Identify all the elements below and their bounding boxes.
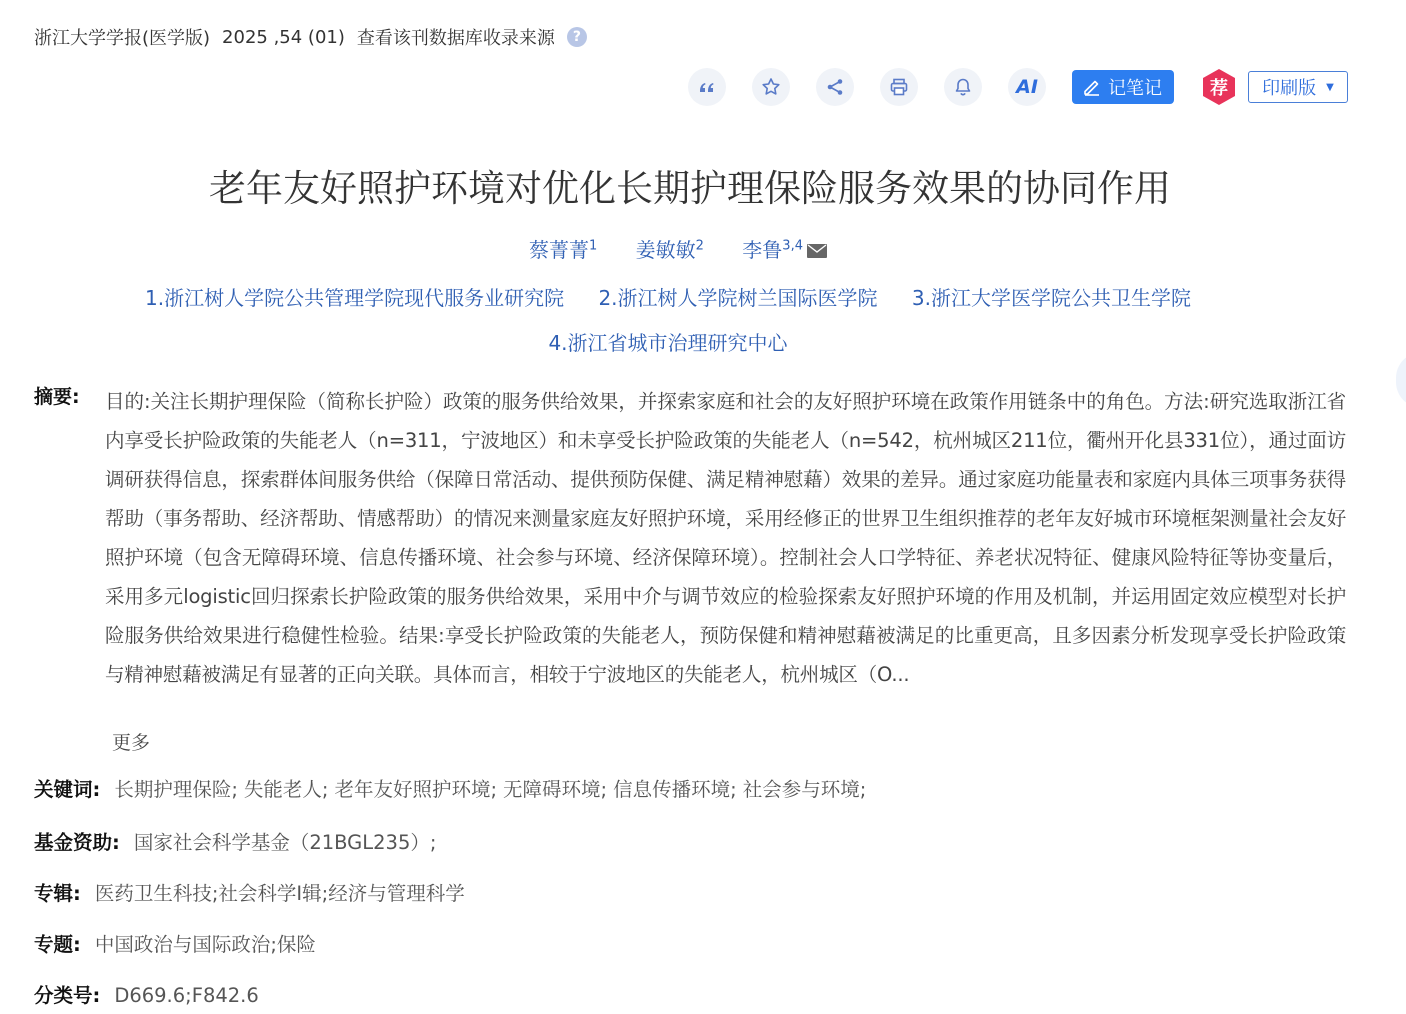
keywords-row: [34, 774, 872, 802]
keyword-link[interactable]: 长期护理保险;: [114, 778, 238, 801]
pen-icon: [1082, 77, 1102, 97]
journal-name-link[interactable]: 浙江大学学报(医学版): [34, 28, 211, 49]
fund-label: 基金资助:: [34, 831, 120, 854]
print-icon: [889, 77, 909, 97]
bell-icon: [953, 77, 973, 97]
star-icon: [761, 77, 781, 97]
quote-icon: [697, 77, 717, 97]
side-panel-tab[interactable]: [1396, 352, 1406, 408]
album-label: 专辑:: [34, 882, 81, 905]
abstract-text: 目的:关注长期护理保险（简称长护险）政策的服务供给效果，并探索家庭和社会的友好照护环境在政策作用链条中的角色。方法:研究选取浙江省内享受长护险政策的失能老人（n=311，宁波地区）和未享受长护险政策的失能老人（n=542，杭州城区211位，衢州开化县331位），通过面访调研获得信息，探索群体间服务供给（保障日常活动、提供预防保健、满足精神慰藉）效果的差异。通过家庭功能量表和家庭内具体三项事务获得帮助（事务帮助、经济帮助、情感帮助）的情况来测量家庭友好照护环境，采用经修正的世界卫生组织推荐的老年友好城市环境框架测量社会友好照护环境（包含无障碍环境、信息传播环境、社会参与环境、经济保障环境）。控制社会人口学特征、养老状况特征、健康风险特征等协变量后，采用多元logistic回归探索长护险政策的服务供给效果，采用中介与调节效应的检验探索友好照护环境的作用及机制，并运用固定效应模型对长护险服务供给效果进行稳健性检验。结果:享受长护险政策的失能老人，预防保健和精神慰藉被满足的比重更高，且多因素分析发现享受长护险政策与精神慰藉被满足有显著的正向关联。具体而言，相较于宁波地区的失能老人，杭州城区（O...: [105, 390, 1346, 686]
chevron-down-icon: ▼: [1326, 81, 1334, 93]
keyword-link[interactable]: 老年友好照护环境;: [334, 778, 498, 801]
share-button[interactable]: [816, 68, 854, 106]
db-source-link[interactable]: 查看该刊数据库收录来源: [356, 28, 555, 49]
class-label: 分类号:: [34, 984, 101, 1007]
subscribe-button[interactable]: [944, 68, 982, 106]
keyword-link[interactable]: 社会参与环境;: [742, 778, 867, 801]
abstract-section: [34, 382, 1346, 694]
recommend-button[interactable]: [1200, 68, 1238, 106]
journal-issue-link[interactable]: 2025 ,54 (01): [222, 26, 345, 48]
article-toolbar: [688, 68, 1348, 106]
fund-link[interactable]: 国家社会科学基金（21BGL235）;: [133, 831, 437, 854]
affiliation-list-2: [0, 327, 1336, 356]
affiliation-link[interactable]: 2.浙江树人学院树兰国际医学院: [598, 286, 878, 310]
topic-value: 中国政治与国际政治;保险: [94, 933, 316, 956]
class-value: D669.6;F842.6: [114, 984, 259, 1007]
quote-button[interactable]: [688, 68, 726, 106]
author-link[interactable]: 李鲁$^{3,4}$: [742, 238, 803, 262]
journal-info: [34, 24, 587, 50]
more-link[interactable]: 更多: [112, 732, 151, 754]
abstract-label: 摘要:: [34, 386, 80, 408]
favorite-button[interactable]: [752, 68, 790, 106]
print-edition-label: 印刷版: [1262, 78, 1317, 99]
author-list: [0, 234, 1340, 263]
share-icon: [825, 77, 845, 97]
keyword-link[interactable]: 无障碍环境;: [503, 778, 608, 801]
affiliation-list: [0, 282, 1336, 311]
keyword-link[interactable]: 失能老人;: [243, 778, 329, 801]
album-row: [34, 878, 465, 906]
author-link[interactable]: 蔡菁菁$^1$: [529, 238, 598, 262]
print-edition-dropdown[interactable]: [1248, 71, 1348, 103]
album-value: 医药卫生科技;社会科学Ⅰ辑;经济与管理科学: [94, 882, 465, 905]
keywords-label: 关键词:: [34, 778, 101, 801]
note-button-label: 记笔记: [1108, 78, 1162, 99]
ai-button[interactable]: AI: [1008, 68, 1046, 106]
affiliation-link[interactable]: 4.浙江省城市治理研究中心: [548, 331, 788, 355]
help-icon[interactable]: ?: [567, 27, 587, 47]
mail-icon[interactable]: [807, 244, 827, 258]
print-button[interactable]: [880, 68, 918, 106]
author-link[interactable]: 姜敏敏$^2$: [635, 238, 704, 262]
article-title: 老年友好照护环境对优化长期护理保险服务效果的协同作用: [209, 167, 1171, 210]
keyword-link[interactable]: 信息传播环境;: [613, 778, 737, 801]
recommend-label: 荐: [1210, 78, 1228, 99]
topic-row: [34, 929, 316, 957]
class-row: [34, 980, 259, 1008]
fund-row: [34, 827, 436, 855]
topic-label: 专题:: [34, 933, 81, 956]
affiliation-link[interactable]: 1.浙江树人学院公共管理学院现代服务业研究院: [145, 286, 565, 310]
affiliation-link[interactable]: 3.浙江大学医学院公共卫生学院: [911, 286, 1191, 310]
note-button[interactable]: [1072, 70, 1174, 104]
